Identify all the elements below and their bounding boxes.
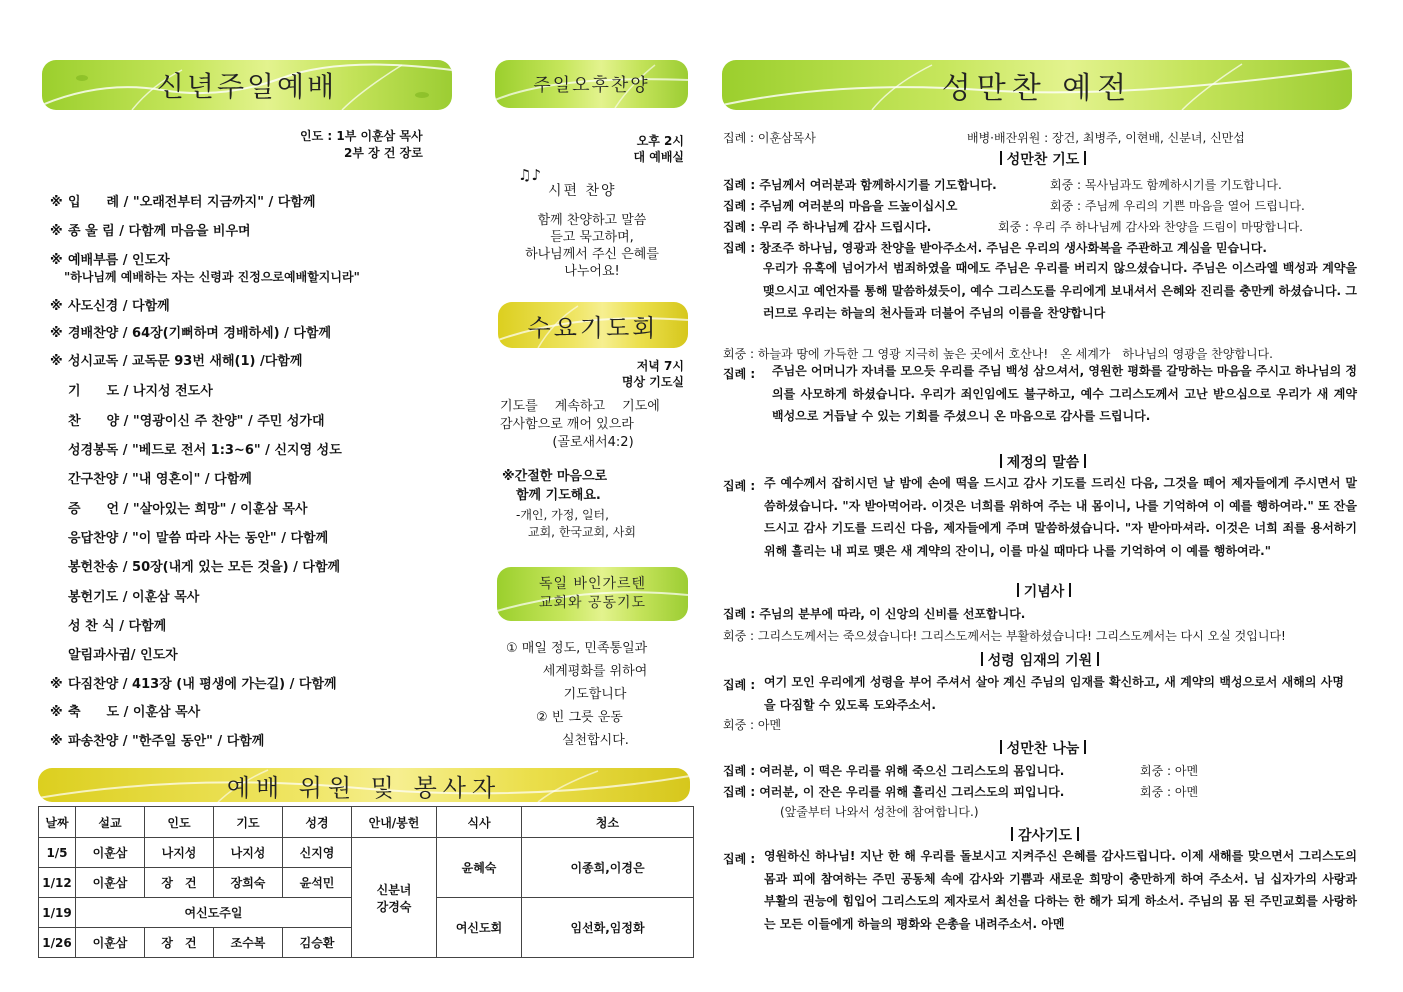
staff-banner-title: 예배 위원 및 봉사자: [226, 773, 502, 802]
liturgy-paragraph: 주 예수께서 잡히시던 날 밤에 손에 떡을 드시고 감사 기도를 드리신 다음, 그것을 떼어 제자들에게 주시면서 말씀하셨습니다. "자 받아먹어라. 이것은 너희를 위하여 주는 내 몸이니, 나를 기억하여 이 예를 행하여라." 또 잔을 드시고 감사 기도를 드리신 다음, 제자들에게 주며 말씀하셨습니다. "자 받아마셔라. 이것은 너희 죄를 용서하기 위해 흘리는 내 피로 맺은 새 계약의 잔이니, 이를 마실 때마다 나를 기억하여 이 예를 행하여라.": [764, 476, 1357, 558]
order-item: 성경봉독 / "베드로 전서 1:3~6" / 신지영 성도: [68, 443, 342, 458]
order-item: ※ 종 울 림 / 다함께 마음을 비우며: [50, 224, 251, 239]
order-item: ※ 사도신경 / 다함께: [50, 299, 170, 314]
liturgy-line: 집례 : 주님께 여러분의 마음을 드높이십시오: [723, 199, 958, 213]
table-row: 1/5 이훈삼 나지성 나지성 신지영 신분녀 강경숙 윤혜숙 이종희,이경은: [39, 838, 694, 868]
liturgy-line: 회중 : 우리 주 하나님께 감사와 찬양을 드림이 마땅합니다.: [998, 220, 1303, 234]
wednesday-schedule: 저녁 7시 명상 기도실: [621, 359, 684, 389]
table-header: 안내/봉헌: [352, 807, 437, 838]
order-item: 기 도 / 나지성 전도사: [68, 384, 213, 399]
order-item: 성 찬 식 / 다함께: [68, 619, 167, 634]
section-title: 기념사: [1003, 581, 1085, 601]
officiant-line: 집례 : 이훈삼목사: [723, 131, 816, 145]
order-item: ※ 경배찬양 / 64장(기뻐하며 경배하세) / 다함께: [50, 326, 332, 341]
liturgy-label: 집례 :: [723, 479, 756, 493]
order-item: 찬 양 / "영광이신 주 찬양" / 주민 성가대: [68, 414, 325, 429]
order-item: 간구찬양 / "내 영혼이" / 다함께: [68, 472, 252, 487]
order-item: ※ 예배부름 / 인도자: [50, 253, 170, 268]
wednesday-banner: [498, 302, 688, 348]
order-item: ※ 파송찬양 / "한주일 동안" / 다함께: [50, 734, 265, 749]
liturgy-line: 집례 : 우리 주 하나님께 감사 드립시다.: [723, 220, 932, 234]
liturgy-label: 집례 :: [723, 678, 756, 692]
section-title: 성령 임재의 기원: [965, 650, 1115, 670]
meal-cell: 여신도회: [437, 898, 522, 958]
music-note-icon: ♫♪: [518, 166, 542, 184]
liturgy-line: 회중 : 아멘: [1140, 764, 1199, 778]
table-header: 기도: [214, 807, 283, 838]
joint-prayer-banner: [497, 567, 688, 621]
section-title: 감사기도: [1000, 825, 1090, 845]
leader-info: [300, 128, 423, 162]
liturgy-paragraph: 여기 모인 우리에게 성령을 부어 주셔서 살아 계신 주님의 임재를 확신하고, 새 계약의 백성으로서 새해의 사명을 다짐할 수 있도록 도와주소서.: [764, 675, 1344, 712]
order-item: 알림과사귐/ 인도자: [68, 648, 178, 663]
table-row: 1/12 이훈삼 장 건 장희숙 윤석민: [39, 868, 694, 898]
order-item: 봉헌기도 / 이훈삼 목사: [68, 590, 200, 605]
liturgy-line: 회중 : 그리스도께서는 죽으셨습니다! 그리스도께서는 부활하셨습니다! 그리스도께서는 다시 오실 것입니다!: [723, 629, 1286, 643]
meal-cell: 윤혜숙: [437, 838, 522, 898]
usher-cell: 신분녀 강경숙: [352, 838, 437, 958]
liturgy-label: 집례 :: [723, 852, 756, 866]
table-row: 1/26 이훈삼 장 건 조수복 김승환: [39, 928, 694, 958]
table-header: 청소: [522, 807, 694, 838]
afternoon-banner: [495, 60, 688, 108]
leader-label: 인도 :: [300, 129, 337, 143]
wednesday-verse: 기도를 계속하고 기도에 감사함으로 깨어 있으라 (골로새서4:2): [500, 399, 660, 450]
cleaning-cell: 임선화,임정화: [522, 898, 694, 958]
worship-banner-title: 신년주일예배: [156, 70, 338, 103]
table-header: 식사: [437, 807, 522, 838]
order-item-quote: "하나님께 예배하는 자는 신령과 진정으로예배할지니라": [64, 270, 360, 284]
wednesday-banner-title: 수요기도회: [527, 313, 659, 342]
order-item: ※ 축 도 / 이훈삼 목사: [50, 705, 201, 720]
liturgy-paragraph: 우리가 유혹에 넘어가서 범죄하였을 때에도 주님은 우리를 버리지 않으셨습니다. 주님은 이스라엘 백성과 계약을 맺으시고 예언자를 통해 말씀하셨듯이, 예수 그리스도를 우리에게 보내셔서 은혜와 진리를 충만케 하셨습니다. 그러므로 우리는 하늘의 천사들과 더불어 주님의 이름을 찬양합니다: [763, 261, 1357, 320]
table-header: 성경: [283, 807, 352, 838]
communion-banner-title: 성만찬 예전: [941, 71, 1133, 106]
liturgy-paragraph: 영원하신 하나님! 지난 한 해 우리를 돌보시고 지켜주신 은혜를 감사드립니다. 이제 새해를 맞으면서 그리스도의 몸과 피에 참여하는 주민 공동체 속에 감사와 기쁨과 새로운 희망이 충만하게 하여 주소서. 님 십자가의 사랑과 부활의 권능에 힘입어 그리스도의 제자로서 최선을 다하는 한 해가 되게 하소서. 주님의 몸 된 주민교회를 사랑하는 모든 이들에게 하늘의 평화와 은총을 내려주소서. 아멘: [764, 849, 1357, 931]
table-row: 1/19 여신도주일 여신도회 임선화,임정화: [39, 898, 694, 928]
section-title: 제정의 말씀: [985, 452, 1101, 472]
afternoon-banner-title: 주일오후찬양: [533, 75, 650, 96]
liturgy-line: 집례 : 여러분, 이 잔은 우리를 위해 흘리신 그리스도의 피입니다.: [723, 785, 1065, 799]
liturgy-line: 집례 : 주님의 분부에 따라, 이 신앙의 신비를 선포합니다.: [723, 607, 1026, 621]
order-item: ※ 다짐찬양 / 413장 (내 평생에 가는길) / 다함께: [50, 677, 337, 692]
order-item: ※ 성시교독 / 교독문 93번 새해(1) /다함께: [50, 354, 303, 369]
section-title: 성만찬 나눔: [985, 738, 1101, 758]
leader-first-service: 1부 이훈삼 목사: [336, 129, 423, 143]
order-item: 봉헌찬송 / 50장(내게 있는 모든 것을) / 다함께: [68, 560, 341, 575]
liturgy-line: 회중 : 아멘: [723, 718, 782, 732]
liturgy-line: 집례 : 주님께서 여러분과 함께하시기를 기도합니다.: [723, 178, 997, 192]
communion-banner: [722, 60, 1352, 110]
liturgy-note: (앞줄부터 나와서 성찬에 참여합니다.): [780, 805, 979, 819]
section-title: 성만찬 기도: [985, 149, 1101, 169]
joint-prayer-title: 독일 바인가르텐 교회와 공동기도: [538, 576, 647, 611]
wednesday-note: ※간절한 마음으로 함께 기도해요.: [502, 469, 608, 503]
liturgy-line: 회중 : 하늘과 땅에 가득한 그 영광 지극히 높은 곳에서 호산나! 온 세계가 하나님의 영광을 찬양합니다.: [723, 347, 1273, 361]
liturgy-line: 회중 : 아멘: [1140, 785, 1199, 799]
servers-line: 배병·배잔위원 : 장건, 최병주, 이현배, 신분녀, 신만섭: [967, 131, 1245, 145]
liturgy-label: 집례 :: [723, 367, 756, 381]
table-header-row: [39, 807, 694, 838]
liturgy-line: 집례 : 창조주 하나님, 영광과 찬양을 받아주소서. 주님은 우리의 생사화복을 주관하고 계심을 믿습니다.: [723, 241, 1267, 255]
leader-second-service: 2부 장 건 장로: [344, 146, 423, 160]
afternoon-title: 시편 찬양: [548, 183, 617, 199]
liturgy-line: 회중 : 목사님과도 함께하시기를 기도합니다.: [1050, 178, 1282, 192]
joint-prayer-items: ① 매일 정도, 민족통일과 세계평화를 위하여 기도합니다 ② 빈 그릇 운동 실천합시다.: [506, 641, 648, 748]
staff-table: [38, 806, 694, 958]
order-item: 증 언 / "살아있는 희망" / 이훈삼 목사: [68, 502, 308, 517]
afternoon-description: 함께 찬양하고 말씀 듣고 묵고하며, 하나님께서 주신 은혜를 나누어요!: [525, 213, 659, 279]
cleaning-cell: 이종희,이경은: [522, 838, 694, 898]
order-item: ※ 입 례 / "오래전부터 지금까지" / 다함께: [50, 195, 316, 210]
liturgy-line: 회중 : 주님께 우리의 기쁜 마음을 열어 드립니다.: [1050, 199, 1305, 213]
afternoon-schedule: 오후 2시 대 예배실: [633, 134, 684, 164]
liturgy-line: 집례 : 여러분, 이 떡은 우리를 위해 죽으신 그리스도의 몸입니다.: [723, 764, 1065, 778]
order-item: 응답찬양 / "이 말씀 따라 사는 동안" / 다함께: [68, 531, 329, 546]
wednesday-topics: -개인, 가정, 일터, 교회, 한국교회, 사회: [516, 508, 636, 539]
table-header: 날짜: [39, 807, 76, 838]
table-header: 설교: [76, 807, 145, 838]
liturgy-paragraph: 주님은 어머니가 자녀를 모으듯 우리를 주님 백성 삼으셔서, 영원한 평화를 갈망하는 마음을 주시고 하나님의 정의를 사모하게 하셨습니다. 우리가 죄인임에도 불구하고, 예수 그리스도께서 고난 받으심으로 우리가 새 계약 백성으로 거듭날 수 있는 기회를 주셨으니 온 마음으로 감사를 드립니다.: [772, 364, 1357, 423]
staff-banner: [38, 768, 690, 802]
worship-banner: [42, 60, 452, 110]
table-header: 인도: [145, 807, 214, 838]
